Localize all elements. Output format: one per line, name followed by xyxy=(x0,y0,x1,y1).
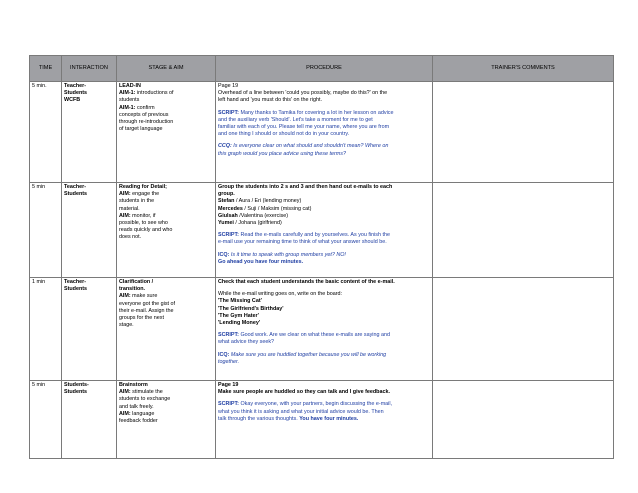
header-trainer-comments: TRAINER'S COMMENTS xyxy=(433,56,614,82)
time-cell: 5 min. xyxy=(30,82,62,183)
interaction-cell: Students- Students xyxy=(62,381,117,459)
procedure-cell: Page 19 Overhead of a line between 'could you possibly, maybe do this?' on the left hand and 'you must do this' on the right. SCRIPT: Many thanks to Tamika for covering a lot in her lesson on advice and the auxiliary verb 'Should'. Let's take a moment for me to get familiar with each of you. Please tell me your name, where you are from and one thing I should or should not do in your country. CCQ: Is everyone clear on what should and shouldn't mean? Where on this graph would you place advice using these terms? xyxy=(216,82,433,183)
stage-aim-cell: LEAD-IN AIM-1: introductions of students AIM-1: confirm concepts of previous through re-introduction of target language xyxy=(117,82,216,183)
header-row xyxy=(30,56,614,82)
lesson-plan-table xyxy=(29,55,614,459)
table-row xyxy=(30,278,614,381)
stage-aim-cell: Clarification / transition. AIM: make sure everyone got the gist of their e-mail. Assign the groups for the next stage. xyxy=(117,278,216,381)
trainer-comments-cell xyxy=(433,183,614,278)
time-cell: 5 min xyxy=(30,381,62,459)
header-stage-aim: STAGE & AIM xyxy=(117,56,216,82)
trainer-comments-cell xyxy=(433,82,614,183)
procedure-cell: Check that each student understands the basic content of the e-mail. While the e-mail writing goes on, write on the board: 'The Missing Cat' 'The Girlfriend's Birthday' 'The Gym Hater' 'Lending Money' SCRIPT: Good work. Are we clear on what these e-mails are saying and what advice they seek? ICQ: Make sure you are huddled together because you will be working together. xyxy=(216,278,433,381)
procedure-cell: Group the students into 2 s and 3 and then hand out e-mails to each group. Stefan / Aura / Eri (lending money) Mercedes / Suji / Maksim (missing cat) Giulsah /Valentina (exercise) Yumei / Johana (girlfriend) SCRIPT: Read the e-mails carefully and by yourselves. As you finish the e-mail use your remaining time to think of what your answer should be. ICQ: Is it time to speak with group members yet? NO! Go ahead you have four minutes. xyxy=(216,183,433,278)
time-cell: 1 min xyxy=(30,278,62,381)
header-procedure: PROCEDURE xyxy=(216,56,433,82)
trainer-comments-cell xyxy=(433,381,614,459)
interaction-cell: Teacher- Students WCFB xyxy=(62,82,117,183)
time-cell: 5 min xyxy=(30,183,62,278)
header-time: TIME xyxy=(30,56,62,82)
procedure-cell: Page 19 Make sure people are huddled so they can talk and I give feedback. SCRIPT: Okay everyone, with your partners, begin discussing the e-mail, what you think it is asking and what your initial advice would be. Then talk through the various thoughts. You have four minutes. xyxy=(216,381,433,459)
stage-aim-cell: Brainstorm AIM: stimulate the students to exchange and talk freely. AIM: language feedback fodder xyxy=(117,381,216,459)
table-row xyxy=(30,381,614,459)
interaction-cell: Teacher- Students xyxy=(62,278,117,381)
stage-aim-cell: Reading for Detail; AIM: engage the students in the material. AIM: monitor, if possible, to see who reads quickly and who does not. xyxy=(117,183,216,278)
interaction-cell: Teacher- Students xyxy=(62,183,117,278)
header-interaction: INTERACTION xyxy=(62,56,117,82)
table-row xyxy=(30,183,614,278)
table-row xyxy=(30,82,614,183)
trainer-comments-cell xyxy=(433,278,614,381)
